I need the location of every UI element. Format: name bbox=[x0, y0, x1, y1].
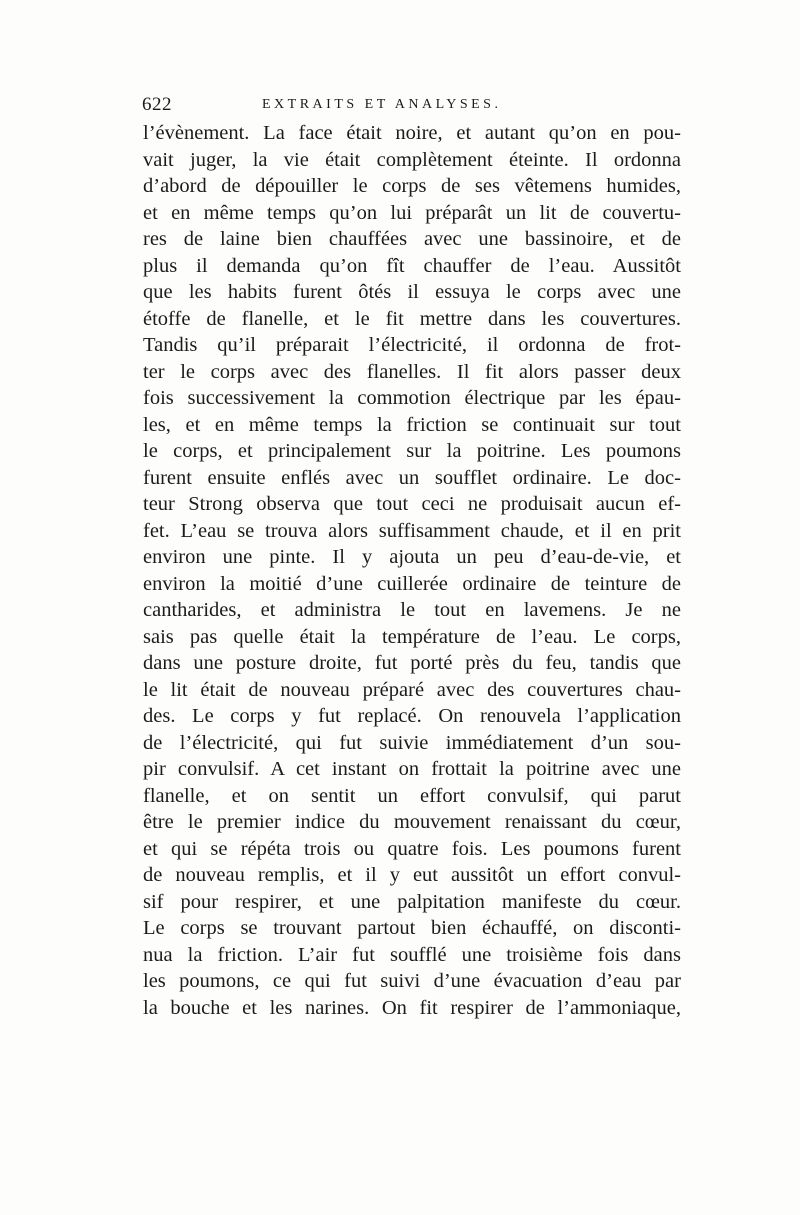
text-line: de nouveau remplis, et il y eut aussitôt un effort convul- bbox=[143, 864, 681, 886]
text-line: environ la moitié d’une cuillerée ordinaire de teinture de bbox=[143, 572, 681, 595]
text-line: la bouche et les narines. On fit respirer de l’ammoniaque, bbox=[143, 996, 681, 1019]
text-line: environ une pinte. Il y ajouta un peu d’eau-de-vie, et bbox=[143, 546, 681, 568]
text-line: fois successivement la commotion électrique par les épau- bbox=[143, 387, 681, 409]
text-line: étoffe de flanelle, et le fit mettre dans les couvertures. bbox=[143, 307, 681, 330]
text-line: que les habits furent ôtés il essuya le corps avec une bbox=[143, 281, 681, 303]
text-line: res de laine bien chauffées avec une bassinoire, et de bbox=[143, 228, 681, 250]
running-title: EXTRAITS ET ANALYSES. bbox=[262, 97, 502, 112]
text-line: Tandis qu’il préparait l’électricité, il ordonna de frot- bbox=[143, 334, 681, 356]
text-line: de l’électricité, qui fut suivie immédiatement d’un sou- bbox=[143, 731, 681, 754]
text-line: être le premier indice du mouvement renaissant du cœur, bbox=[143, 811, 681, 833]
text-line: vait juger, la vie était complètement éteinte. Il ordonna bbox=[143, 148, 681, 171]
text-line: nua la friction. L’air fut soufflé une troisième fois dans bbox=[143, 943, 681, 966]
text-line: le corps, et principalement sur la poitrine. Les poumons bbox=[143, 440, 681, 462]
text-line: plus il demanda qu’on fît chauffer de l’eau. Aussitôt bbox=[143, 254, 681, 277]
text-line: furent ensuite enflés avec un soufflet ordinaire. Le doc- bbox=[143, 466, 681, 489]
text-line: sif pour respirer, et une palpitation manifeste du cœur. bbox=[143, 890, 681, 913]
text-line: fet. L’eau se trouva alors suffisamment chaude, et il en prit bbox=[143, 519, 681, 542]
text-line: dans une posture droite, fut porté près du feu, tandis que bbox=[143, 652, 681, 674]
text-line: pir convulsif. A cet instant on frottait la poitrine avec une bbox=[143, 758, 681, 780]
text-line: les, et en même temps la friction se continuait sur tout bbox=[143, 413, 681, 436]
running-head bbox=[140, 94, 680, 118]
body-text bbox=[143, 120, 681, 1021]
text-line: sais pas quelle était la température de l’eau. Le corps, bbox=[143, 625, 681, 648]
text-line: Le corps se trouvant partout bien échauffé, on disconti- bbox=[143, 917, 681, 939]
text-line: teur Strong observa que tout ceci ne produisait aucun ef- bbox=[143, 493, 681, 515]
text-line: ter le corps avec des flanelles. Il fit alors passer deux bbox=[143, 360, 681, 383]
text-line: flanelle, et on sentit un effort convulsif, qui parut bbox=[143, 784, 681, 807]
page-number: 622 bbox=[142, 94, 172, 115]
text-line: d’abord de dépouiller le corps de ses vêtemens humides, bbox=[143, 175, 681, 197]
text-line: cantharides, et administra le tout en lavemens. Je ne bbox=[143, 599, 681, 621]
text-line: les poumons, ce qui fut suivi d’une évacuation d’eau par bbox=[143, 970, 681, 992]
text-line: et qui se répéta trois ou quatre fois. Les poumons furent bbox=[143, 837, 681, 860]
text-line: le lit était de nouveau préparé avec des couvertures chau- bbox=[143, 678, 681, 701]
text-line: l’évènement. La face était noire, et autant qu’on en pou- bbox=[143, 122, 681, 144]
text-line: des. Le corps y fut replacé. On renouvela l’application bbox=[143, 705, 681, 727]
text-line: et en même temps qu’on lui préparât un lit de couvertu- bbox=[143, 201, 681, 224]
